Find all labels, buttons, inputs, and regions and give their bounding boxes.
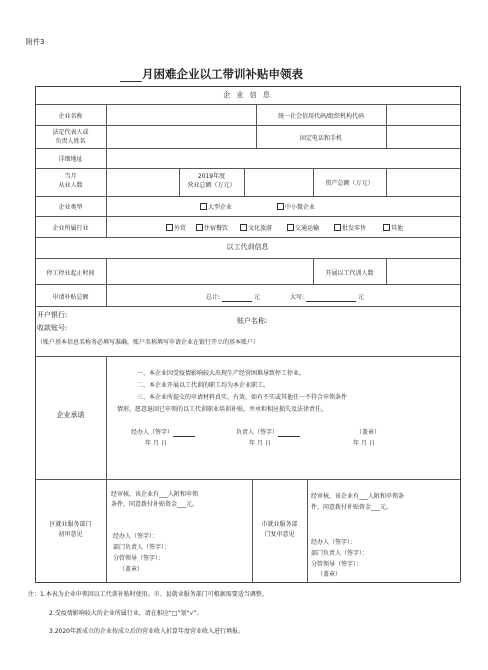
assets-field[interactable] <box>388 170 458 194</box>
pledge-handler[interactable]: 经办人（签字） <box>131 427 195 437</box>
capital-amount[interactable]: 大写: 元 <box>290 294 364 301</box>
total-amount[interactable]: 总计: 元 <box>206 294 260 301</box>
bank-label: 开户银行: <box>37 311 68 319</box>
note-3: 3.2020年新成立的企业按成立后的营业收入折算年度营业收入进行填报。 <box>49 628 244 635</box>
industry-label: 企业所属行业 <box>52 225 89 232</box>
section-training-info: 以工代训信息 <box>226 243 269 251</box>
legal-rep-label: 法定代表人或 负责人姓名 <box>52 129 89 145</box>
checkbox-icon[interactable] <box>166 224 173 231</box>
county-leader[interactable]: 分管领导（签字）： <box>113 555 165 562</box>
checkbox-icon[interactable] <box>383 224 390 231</box>
phone-field[interactable] <box>388 127 458 146</box>
page-title <box>120 66 303 82</box>
company-type-label: 企业类型 <box>58 204 83 211</box>
account-name-label: 账户名称: <box>237 317 268 325</box>
title-text: 月困难企业以工带训补贴申领表 <box>142 67 303 81</box>
city-handler[interactable]: 经办人（签字）： <box>311 539 357 546</box>
credit-code-field[interactable] <box>388 106 458 123</box>
checkbox-icon[interactable] <box>287 224 294 231</box>
company-name-field[interactable] <box>108 106 254 123</box>
county-review-text-2: 条件，同意拨付补贴资金___元。 <box>111 501 199 508</box>
address-field[interactable] <box>108 150 458 166</box>
assets-label: 资产总额（万元） <box>325 180 374 187</box>
trained-count-label: 开展以工代训人数 <box>325 270 374 277</box>
account-no-label: 收款账号: <box>37 324 68 332</box>
city-dept-head[interactable]: 部门负责人（签字）： <box>311 550 369 557</box>
stop-time-field[interactable] <box>108 260 311 282</box>
stop-time-label: 停工停业起止时间 <box>46 270 95 277</box>
pledge-leader[interactable]: 负责人（签字） <box>236 427 300 437</box>
city-leader[interactable]: 分管领导（签字）： <box>311 561 363 568</box>
company-name-label: 企业名称 <box>58 113 83 120</box>
county-review-label: 区就业服务部门 初审意见 <box>49 521 92 538</box>
phone-label: 固定电话和手机 <box>299 135 342 142</box>
type-option-sme[interactable]: 中小微企业 <box>277 202 315 211</box>
checkbox-icon[interactable] <box>196 224 203 231</box>
address-label: 详细地址 <box>58 156 83 163</box>
city-review-text-1: 经审核，该企业有___人附和申领条 <box>311 493 405 500</box>
pledge-item-2: 二、本企业开展以工代训的职工均为本企业职工。 <box>137 382 270 389</box>
note-2: 2.受疫情影响较大的企业所属行业，请在相应“□”划“√”。 <box>49 610 203 617</box>
month-employees-label: 当月 从业人数 <box>58 173 83 189</box>
pledge-item-1: 一、本企业因受疫情影响较大出现生产经营困难导致停工停业。 <box>137 370 306 377</box>
pledge-label: 企业承诺 <box>56 411 85 419</box>
account-note: （账户基本信息名称务必填写准确，账户名称填写申请企业在银行开立的基本账户） <box>37 339 260 346</box>
note-1: 注：1.本表为企业申领因以工代训补贴时使用。市、县就业服务部门可根据需要适当调整。 <box>28 591 268 598</box>
checkbox-icon[interactable] <box>240 224 247 231</box>
attachment-label: 附件3 <box>26 38 45 46</box>
industry-option-2[interactable]: 文化旅游 <box>240 223 272 232</box>
pledge-item-3: 三、本企业所提交的申请材料真实、有效。如有不实或其他任一不符合申领条件 <box>137 394 348 401</box>
trained-count-field[interactable] <box>388 260 458 282</box>
county-seal: （盖章） <box>119 566 144 573</box>
city-review-label: 市就业服务部 门复审意见 <box>261 521 298 538</box>
credit-code-label: 统一社会信用代码/组织机构代码 <box>277 113 365 120</box>
city-seal: （盖章） <box>317 571 342 578</box>
industry-option-0[interactable]: 外贸 <box>166 223 186 232</box>
city-review-text-2: 件，同意拨付补贴资金___元。 <box>311 504 393 511</box>
section-company-info: 企 业 信 息 <box>223 91 272 99</box>
pledge-date-2: 年 月 日 <box>249 440 271 447</box>
county-dept-head[interactable]: 部门负责人（签字）： <box>113 544 171 551</box>
checkbox-icon[interactable] <box>334 224 341 231</box>
industry-option-1[interactable]: 住宿餐饮 <box>196 223 228 232</box>
pledge-date-1: 年 月 日 <box>145 440 167 447</box>
pledge-date-3: 年 月 日 <box>353 440 375 447</box>
pledge-seal: （盖章） <box>356 429 381 436</box>
revenue-label: 2019年度 营业总额（万元） <box>187 173 236 189</box>
county-review-text-1: 经审核，该企业有___人附和申领 <box>111 491 199 498</box>
pledge-item-4: 情形，愿意退回已申领的以工代训职业培训补贴，并承担相应损失及法律责任。 <box>117 406 328 413</box>
industry-option-5[interactable]: 其他 <box>383 223 403 232</box>
apply-amount-label: 申请补贴总额 <box>52 294 89 301</box>
legal-rep-field[interactable] <box>108 127 254 146</box>
employees-field[interactable] <box>108 170 177 194</box>
checkbox-icon[interactable] <box>200 203 207 210</box>
type-option-large[interactable]: 大型企业 <box>200 202 232 211</box>
revenue-field[interactable] <box>246 170 311 194</box>
checkbox-icon[interactable] <box>277 203 284 210</box>
industry-option-4[interactable]: 批发零售 <box>334 223 366 232</box>
county-handler[interactable]: 经办人（签字）： <box>113 533 159 540</box>
month-blank[interactable] <box>120 67 142 82</box>
industry-option-3[interactable]: 交通运输 <box>287 223 319 232</box>
